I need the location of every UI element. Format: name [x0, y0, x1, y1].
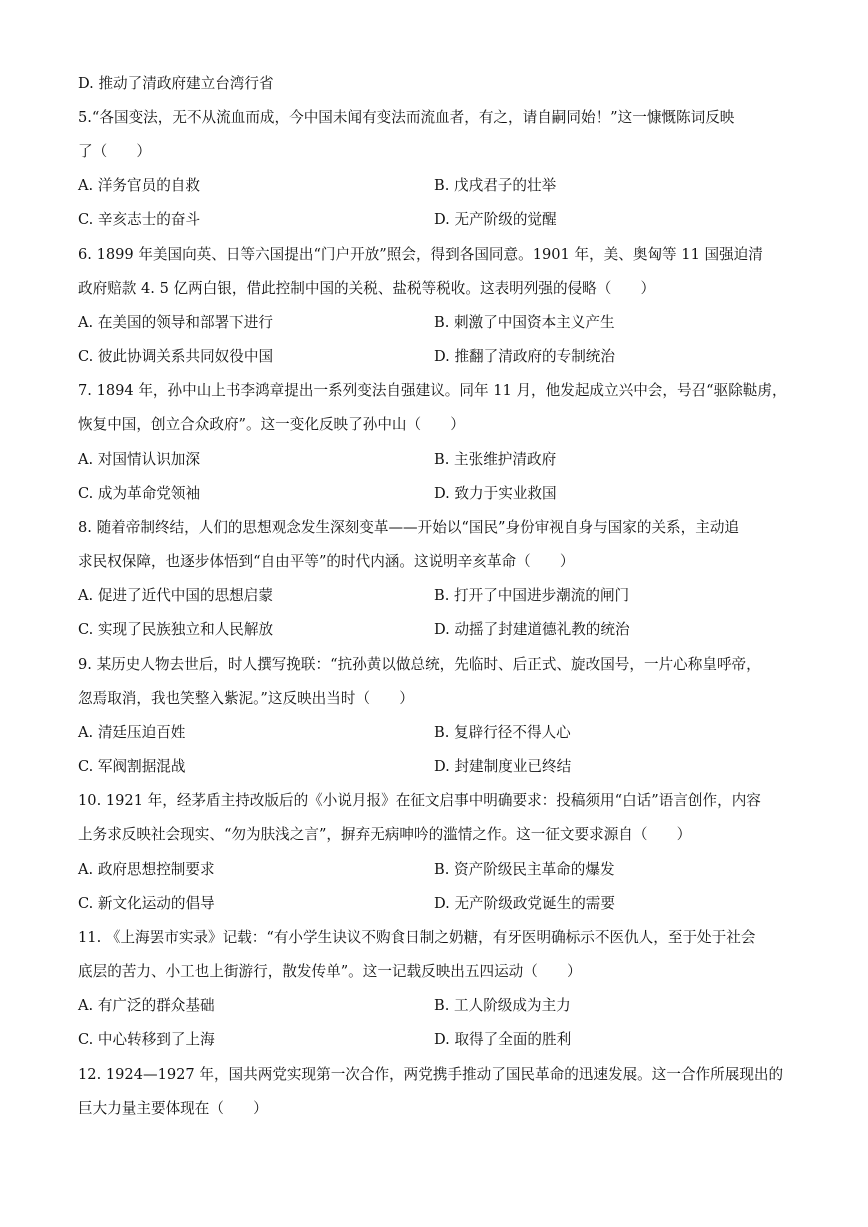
q9-option-b: B. 复辟行径不得人心 [434, 724, 571, 741]
q9-option-c: C. 军阀割据混战 [78, 758, 186, 775]
q8-option-a: A. 促进了近代中国的思想启蒙 [78, 587, 273, 604]
q6-option-c: C. 彼此协调关系共同奴役中国 [78, 348, 274, 365]
q11-option-b: B. 工人阶级成为主力 [434, 997, 571, 1014]
q5-option-b: B. 戊戌君子的壮举 [434, 177, 557, 194]
q10-stem-line-2: 上务求反映社会现实、“勿为肤浅之言”，摒弃无病呻吟的滥情之作。这一征文要求源自（ ） [78, 826, 692, 843]
q6-stem-line-2: 政府赔款 4. 5 亿两白银，借此控制中国的关税、盐税等税收。这表明列强的侵略（ ） [78, 280, 656, 297]
q8-stem-line-1: 8. 随着帝制终结，人们的思想观念发生深刻变革——开始以“国民”身份审视自身与国家的关系，主动追 [78, 519, 740, 536]
q11-option-d: D. 取得了全面的胜利 [434, 1031, 572, 1048]
q6-option-b: B. 刺激了中国资本主义产生 [434, 314, 615, 331]
q11-stem-line-1: 11. 《上海罢市实录》记载：“有小学生诀议不购食日制之奶糖，有牙医明确标示不医仇人，至于处于社会 [78, 929, 756, 946]
q12-stem-line-1: 12. 1924—1927 年，国共两党实现第一次合作，两党携手推动了国民革命的迅速发展。这一合作所展现出的 [78, 1066, 784, 1083]
q7-option-d: D. 致力于实业救国 [434, 485, 557, 502]
q5-stem-line-1: 5.“各国变法，无不从流血而成，今中国未闻有变法而流血者，有之，请自嗣同始！”这一慷慨陈词反映 [78, 109, 735, 126]
q6-option-a: A. 在美国的领导和部署下进行 [78, 314, 273, 331]
q12-stem-line-2: 巨大力量主要体现在（ ） [78, 1100, 268, 1117]
q4-option-d: D. 推动了清政府建立台湾行省 [78, 75, 274, 92]
q5-option-c: C. 辛亥志士的奋斗 [78, 211, 201, 228]
q8-option-b: B. 打开了中国进步潮流的闸门 [434, 587, 630, 604]
q7-option-c: C. 成为革命党领袖 [78, 485, 201, 502]
q5-stem-line-2: 了（ ） [78, 143, 151, 160]
q5-option-d: D. 无产阶级的觉醒 [434, 211, 557, 228]
q6-option-d: D. 推翻了清政府的专制统治 [434, 348, 615, 365]
q7-option-b: B. 主张维护清政府 [434, 451, 557, 468]
q9-stem-line-2: 忽焉取消，我也笑整入紫泥。”这反映出当时（ ） [78, 690, 414, 707]
q8-option-c: C. 实现了民族独立和人民解放 [78, 621, 274, 638]
q10-option-c: C. 新文化运动的倡导 [78, 895, 215, 912]
q11-option-a: A. 有广泛的群众基础 [78, 997, 215, 1014]
q6-stem-line-1: 6. 1899 年美国向英、日等六国提出“门户开放”照会，得到各国同意。1901 年，美、奥匈等 11 国强迫清 [78, 246, 763, 263]
q7-stem-line-1: 7. 1894 年，孙中山上书李鸿章提出一系列变法自强建议。同年 11 月，他发起成立兴中会，号召“驱除鞑虏， [78, 382, 787, 399]
q9-option-d: D. 封建制度业已终结 [434, 758, 572, 775]
q10-stem-line-1: 10. 1921 年，经茅盾主持改版后的《小说月报》在征文启事中明确要求：投稿须用“白话”语言创作，内容 [78, 792, 761, 809]
q11-stem-line-2: 底层的苦力、小工也上街游行，散发传单”。这一记载反映出五四运动（ ） [78, 963, 582, 980]
q9-option-a: A. 清廷压迫百姓 [78, 724, 186, 741]
q10-option-d: D. 无产阶级政党诞生的需要 [434, 895, 615, 912]
q9-stem-line-1: 9. 某历史人物去世后，时人撰写挽联：“抗孙黄以做总统，先临时、后正式、旋改国号，一片心称皇呼帝， [78, 656, 761, 673]
q5-option-a: A. 洋务官员的自救 [78, 177, 200, 194]
q8-stem-line-2: 求民权保障，也逐步体悟到“自由平等”的时代内涵。这说明辛亥革命（ ） [78, 553, 575, 570]
q10-option-b: B. 资产阶级民主革命的爆发 [434, 861, 615, 878]
q10-option-a: A. 政府思想控制要求 [78, 861, 215, 878]
q7-stem-line-2: 恢复中国，创立合众政府”。这一变化反映了孙中山（ ） [78, 416, 465, 433]
q7-option-a: A. 对国情认识加深 [78, 451, 200, 468]
q11-option-c: C. 中心转移到了上海 [78, 1031, 215, 1048]
q8-option-d: D. 动摇了封建道德礼教的统治 [434, 621, 630, 638]
